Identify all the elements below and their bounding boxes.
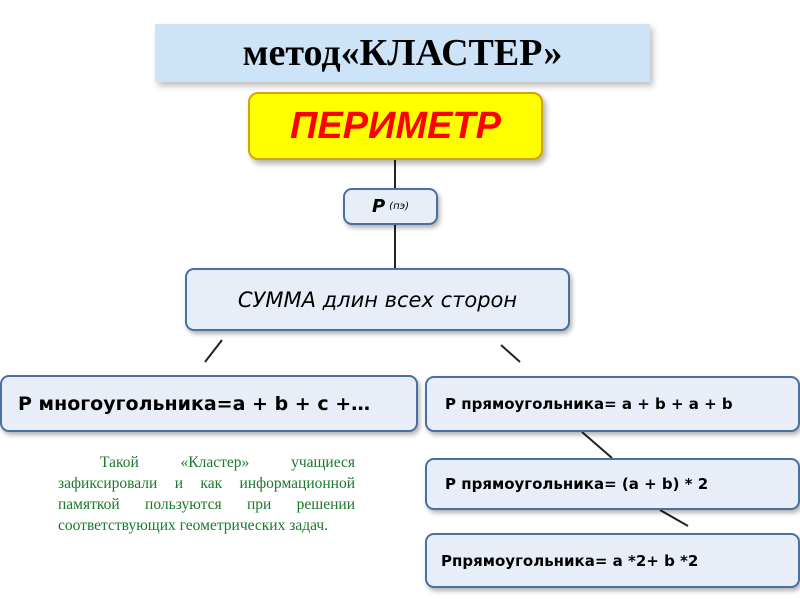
rectangle-formula-node-2 bbox=[425, 458, 800, 510]
symbol-main: P bbox=[371, 196, 386, 217]
connector-rect2-to-rect3 bbox=[660, 510, 688, 526]
polygon-formula-label: P многоугольника=a + b + c +… bbox=[18, 392, 371, 415]
rectangle-formula-node-3 bbox=[425, 533, 800, 588]
title-banner bbox=[155, 24, 650, 82]
note-text: Такой «Кластер» учащиеся зафиксировали и как информационной памяткой пользуются при решении соответствующих геометрических задач. bbox=[58, 454, 355, 534]
polygon-formula-node bbox=[0, 375, 418, 432]
symbol-sub: (пэ) bbox=[389, 201, 410, 212]
definition-label: СУММА длин всех сторон bbox=[237, 287, 518, 312]
connector-rect1-to-rect2 bbox=[582, 432, 612, 458]
definition-node bbox=[185, 268, 570, 331]
symbol-node bbox=[343, 188, 438, 225]
rectangle-formula-label: P прямоугольника= (a + b) * 2 bbox=[445, 475, 709, 493]
center-node-label: ПЕРИМЕТР bbox=[290, 104, 501, 147]
rectangle-formula-label: P прямоугольника= a + b + a + b bbox=[445, 395, 733, 413]
rectangle-formula-node-1 bbox=[425, 376, 800, 432]
title-text: метод«КЛАСТЕР» bbox=[242, 32, 563, 74]
center-node bbox=[248, 92, 543, 160]
rectangle-formula-label: Pпрямоугольника= a *2+ b *2 bbox=[441, 551, 699, 570]
connector-definition-to-rectangle bbox=[501, 345, 520, 362]
connector-definition-to-polygon bbox=[205, 340, 222, 362]
